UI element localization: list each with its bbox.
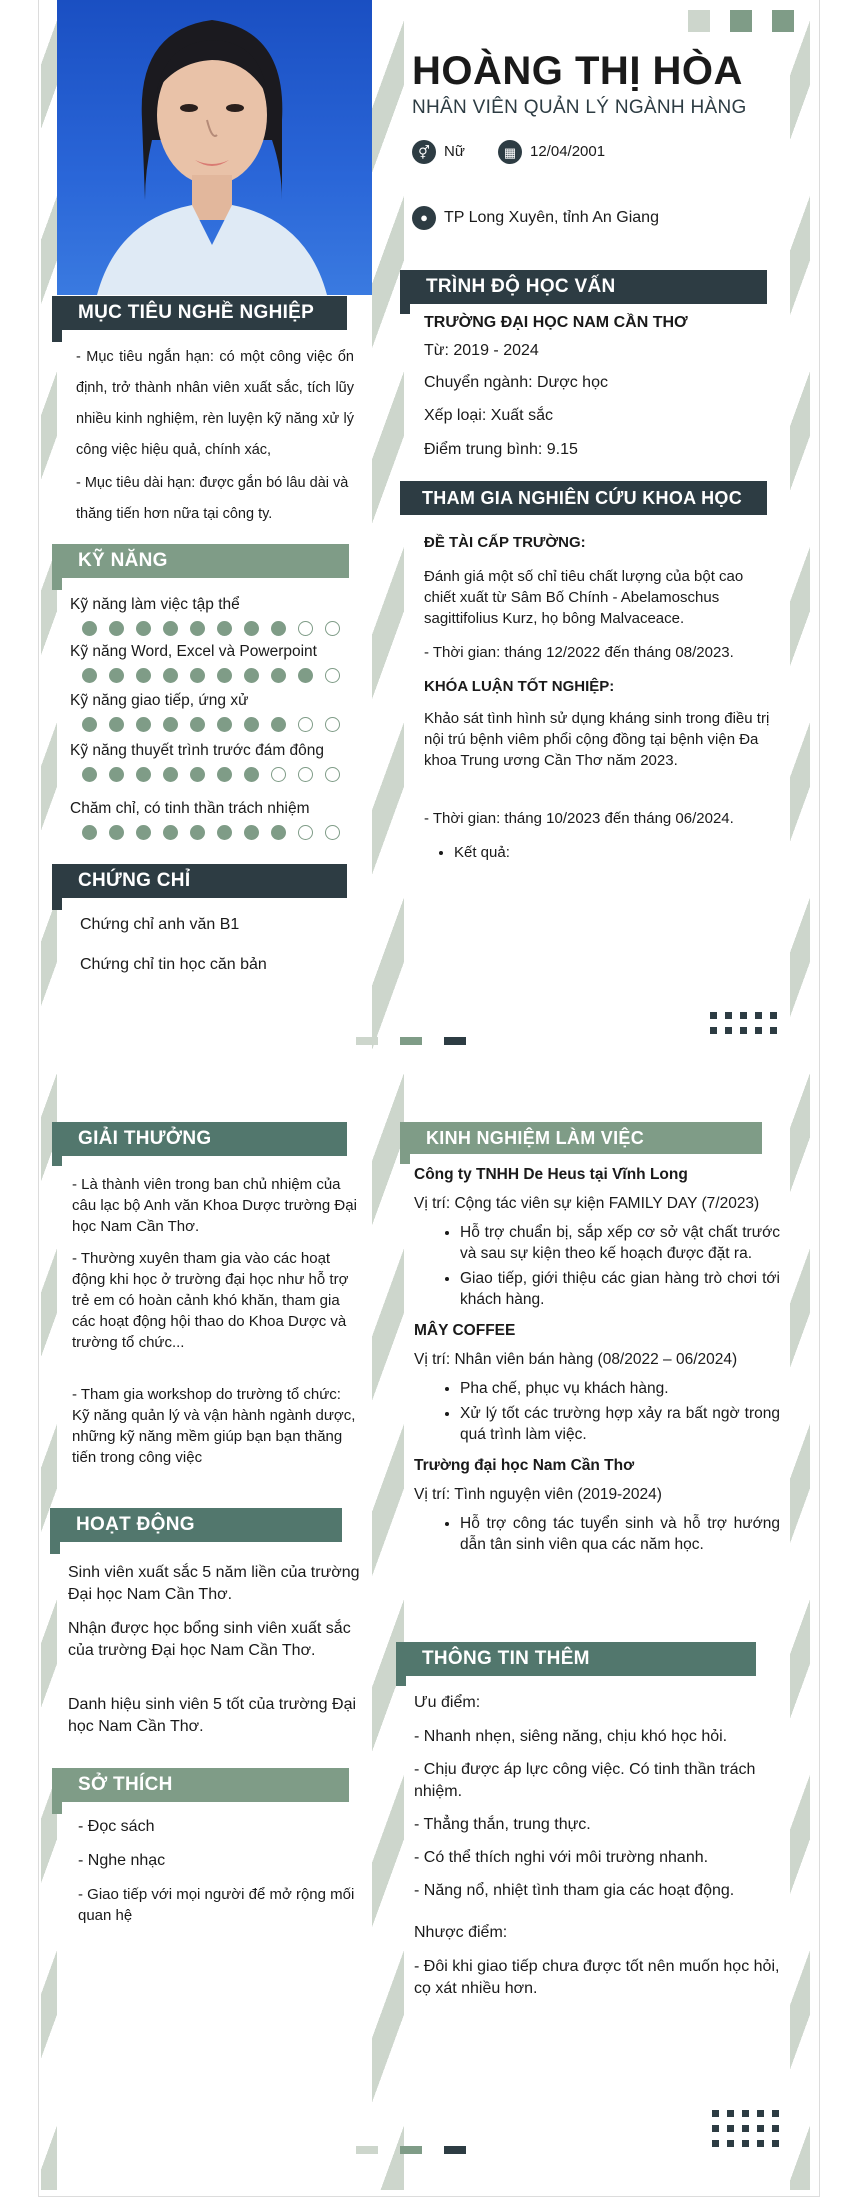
rating-dot-filled	[109, 717, 124, 732]
research-topic1-title: ĐỀ TÀI CẤP TRƯỜNG:	[424, 534, 586, 551]
activity-item: Nhận được học bổng sinh viên xuất sắc của trường Đại học Nam Cần Thơ.	[68, 1620, 351, 1659]
rating-dot-filled	[190, 825, 205, 840]
research-topic2-title: KHÓA LUẬN TỐT NGHIỆP:	[424, 678, 615, 695]
rating-dot-filled	[190, 668, 205, 683]
certificate-item: Chứng chỉ tin học căn bản	[80, 956, 267, 973]
rating-dot-filled	[82, 668, 97, 683]
research-topic1-desc: Đánh giá một số chỉ tiêu chất lượng của bột cao chiết xuất từ Sâm Bố Chính - Abelamoschus sagittifolius Kurz, họ bông Malvaceace.	[424, 568, 744, 627]
strength-item: - Thẳng thắn, trung thực.	[414, 1816, 591, 1833]
rating-dot-filled	[217, 717, 232, 732]
rating-dot-filled	[271, 717, 286, 732]
candidate-name: HOÀNG THỊ HÒA	[412, 49, 743, 93]
rating-dot-filled	[82, 767, 97, 782]
rating-dot-empty	[325, 621, 340, 636]
hobby-item: - Giao tiếp với mọi người để mở rộng mối quan hệ	[78, 1886, 355, 1924]
objective-header: MỤC TIÊU NGHỀ NGHIỆP	[52, 296, 347, 330]
rating-dot-empty	[271, 767, 286, 782]
hobbies-header: SỞ THÍCH	[52, 1768, 349, 1802]
skill-label: Kỹ năng thuyết trình trước đám đông	[70, 742, 325, 759]
extra-weakness: - Đôi khi giao tiếp chưa được tốt nên muốn học hỏi, cọ xát nhiều hơn.	[414, 1958, 780, 1997]
job-entry	[414, 1164, 780, 1310]
birthday-row	[498, 140, 605, 164]
activity-item: Danh hiệu sinh viên 5 tốt của trường Đại học Nam Cần Thơ.	[68, 1696, 357, 1735]
separator-bar-4	[356, 2146, 378, 2154]
job-company: Trường đại học Nam Cần Thơ	[414, 1457, 635, 1474]
rating-dot-empty	[325, 717, 340, 732]
research-result-item: • Kết quả:	[454, 842, 764, 863]
skill-rating	[82, 767, 340, 782]
awards-header: GIẢI THƯỞNG	[52, 1122, 347, 1156]
rating-dot-empty	[325, 767, 340, 782]
rating-dot-empty	[298, 717, 313, 732]
skill-label: Kỹ năng làm việc tập thể	[70, 596, 240, 613]
experience-list	[414, 1164, 780, 1565]
rating-dot-empty	[298, 825, 313, 840]
rating-dot-empty	[325, 825, 340, 840]
job-task: • Hỗ trợ chuẩn bị, sắp xếp cơ sở vật chất trước và sau sự kiện theo kế hoạch được đặt ra.	[460, 1222, 780, 1264]
rating-dot-filled	[109, 621, 124, 636]
skills-header: KỸ NĂNG	[52, 544, 349, 578]
rating-dot-filled	[136, 825, 151, 840]
objective-short-term: - Mục tiêu ngắn hạn: có một công việc ổn định, trở thành nhân viên xuất sắc, tích lũy nhiều kinh nghiệm, rèn luyện kỹ năng xử lý công việc hiệu quả, chính xác,	[76, 349, 354, 458]
rating-dot-filled	[163, 825, 178, 840]
rating-dot-filled	[82, 825, 97, 840]
rating-dot-filled	[244, 717, 259, 732]
calendar-icon: ▦	[498, 140, 522, 164]
skill-label: Chăm chỉ, có tinh thần trách nhiệm	[70, 800, 310, 817]
education-period: Từ: 2019 - 2024	[424, 342, 539, 359]
gender-value: Nữ	[444, 142, 465, 160]
rating-dot-filled	[163, 621, 178, 636]
job-task: • Hỗ trợ công tác tuyển sinh và hỗ trợ hướng dẫn tân sinh viên qua các năm học.	[460, 1513, 780, 1555]
skill-rating	[82, 825, 340, 840]
objective-long-term: - Mục tiêu dài hạn: được gắn bó lâu dài và thăng tiến hơn nữa tại công ty.	[76, 475, 349, 522]
rating-dot-filled	[244, 621, 259, 636]
rating-dot-filled	[271, 668, 286, 683]
rating-dot-filled	[271, 621, 286, 636]
profile-photo	[57, 0, 372, 295]
separator-bar-2	[400, 1037, 422, 1045]
skill-rating	[82, 621, 340, 636]
research-topic1-time: - Thời gian: tháng 12/2022 đến tháng 08/2023.	[424, 644, 734, 661]
rating-dot-filled	[217, 767, 232, 782]
strength-list	[414, 1726, 780, 1913]
skill-rating	[82, 717, 340, 732]
research-topic2-desc: Khảo sát tình hình sử dụng kháng sinh trong điều trị nội trú bệnh viêm phổi cộng đồng tại bệnh viện Đa khoa Trung ương Cần Thơ năm 2023.	[424, 710, 770, 769]
right-stripe	[790, 0, 810, 2190]
rating-dot-filled	[244, 668, 259, 683]
job-task: • Xử lý tốt các trường hợp xảy ra bất ngờ trong quá trình làm việc.	[460, 1403, 780, 1445]
rating-dot-filled	[217, 825, 232, 840]
skill-label: Kỹ năng giao tiếp, ứng xử	[70, 692, 249, 709]
research-result	[424, 842, 764, 867]
education-header: TRÌNH ĐỘ HỌC VẤN	[400, 270, 767, 304]
gender-row	[412, 140, 465, 164]
rating-dot-filled	[109, 767, 124, 782]
rating-dot-filled	[244, 825, 259, 840]
gender-icon: ⚥	[412, 140, 436, 164]
deco-square-3	[772, 10, 794, 32]
rating-dot-filled	[244, 767, 259, 782]
rating-dot-filled	[190, 717, 205, 732]
rating-dot-filled	[136, 717, 151, 732]
research-topic2-time: - Thời gian: tháng 10/2023 đến tháng 06/2024.	[424, 810, 734, 827]
rating-dot-filled	[163, 717, 178, 732]
candidate-position: NHÂN VIÊN QUẢN LÝ NGÀNH HÀNG	[412, 97, 747, 118]
birthday-value: 12/04/2001	[530, 142, 606, 160]
job-role: Vị trí: Cộng tác viên sự kiện FAMILY DAY (7/2023)	[414, 1195, 760, 1212]
certificate-item: Chứng chỉ anh văn B1	[80, 916, 240, 933]
job-tasks	[414, 1222, 780, 1310]
location-row	[412, 206, 659, 230]
extra-strengths-label: Ưu điểm:	[414, 1694, 481, 1711]
center-stripe	[372, 0, 404, 2190]
rating-dot-filled	[217, 621, 232, 636]
rating-dot-filled	[82, 621, 97, 636]
hobby-item: - Đọc sách	[78, 1818, 155, 1835]
rating-dot-filled	[136, 621, 151, 636]
job-task: • Pha chế, phục vụ khách hàng.	[460, 1378, 780, 1399]
rating-dot-empty	[298, 767, 313, 782]
strength-item: - Có thể thích nghi với môi trường nhanh.	[414, 1849, 709, 1866]
dot-grid-1	[710, 1012, 777, 1034]
job-role: Vị trí: Tình nguyện viên (2019-2024)	[414, 1486, 662, 1503]
education-school: TRƯỜNG ĐẠI HỌC NAM CẦN THƠ	[424, 314, 688, 331]
education-major: Chuyển ngành: Dược học	[424, 374, 608, 391]
certificates-header: CHỨNG CHỈ	[52, 864, 347, 898]
job-entry	[414, 1455, 780, 1555]
research-header: THAM GIA NGHIÊN CỨU KHOA HỌC	[400, 481, 767, 515]
job-task: • Giao tiếp, giới thiệu các gian hàng trò chơi tới khách hàng.	[460, 1268, 780, 1310]
rating-dot-filled	[298, 668, 313, 683]
rating-dot-filled	[109, 825, 124, 840]
rating-dot-filled	[190, 767, 205, 782]
separator-bar-3	[444, 1037, 466, 1045]
extra-header: THÔNG TIN THÊM	[396, 1642, 756, 1676]
separator-bar-5	[400, 2146, 422, 2154]
skill-label: Kỹ năng Word, Excel và Powerpoint	[70, 643, 317, 660]
rating-dot-filled	[271, 825, 286, 840]
dot-grid-2	[712, 2110, 779, 2147]
rating-dot-filled	[136, 767, 151, 782]
education-rank: Xếp loại: Xuất sắc	[424, 407, 553, 424]
rating-dot-filled	[190, 621, 205, 636]
rating-dot-empty	[325, 668, 340, 683]
award-item: - Tham gia workshop do trường tổ chức: Kỹ năng quản lý và vận hành ngành dược, những kỹ năng mềm giúp bạn bạn thăng tiến trong công việc	[72, 1386, 356, 1466]
job-company: Công ty TNHH De Heus tại Vĩnh Long	[414, 1166, 688, 1183]
award-item: - Thường xuyên tham gia vào các hoạt động khi học ở trường đại học như hỗ trợ trẻ em có hoàn cảnh khó khăn, tham gia các hoạt động hội thao do Khoa Dược và trường tổ chức...	[72, 1250, 349, 1351]
strength-item: - Nhanh nhẹn, siêng năng, chịu khó học hỏi.	[414, 1728, 728, 1745]
job-entry	[414, 1320, 780, 1445]
education-gpa: Điểm trung bình: 9.15	[424, 441, 578, 458]
job-company: MÂY COFFEE	[414, 1322, 516, 1339]
award-item: - Là thành viên trong ban chủ nhiệm của câu lạc bộ Anh văn Khoa Dược trường Đại học Nam Cần Thơ.	[72, 1176, 357, 1235]
rating-dot-filled	[136, 668, 151, 683]
rating-dot-filled	[82, 717, 97, 732]
job-role: Vị trí: Nhân viên bán hàng (08/2022 – 06/2024)	[414, 1351, 738, 1368]
strength-item: - Chịu được áp lực công việc. Có tinh thần trách nhiệm.	[414, 1761, 756, 1800]
rating-dot-filled	[163, 767, 178, 782]
separator-bar-1	[356, 1037, 378, 1045]
hobby-item: - Nghe nhạc	[78, 1852, 166, 1869]
job-tasks	[414, 1378, 780, 1445]
extra-weakness-label: Nhược điểm:	[414, 1924, 508, 1941]
separator-bar-6	[444, 2146, 466, 2154]
location-value: TP Long Xuyên, tỉnh An Giang	[444, 209, 659, 227]
experience-header: KINH NGHIỆM LÀM VIỆC	[400, 1122, 762, 1154]
rating-dot-filled	[217, 668, 232, 683]
map-pin-icon: ●	[412, 206, 436, 230]
rating-dot-filled	[163, 668, 178, 683]
activities-header: HOẠT ĐỘNG	[50, 1508, 342, 1542]
skill-rating	[82, 668, 340, 683]
deco-square-1	[688, 10, 710, 32]
activity-item: Sinh viên xuất sắc 5 năm liền của trường Đại học Nam Cần Thơ.	[68, 1564, 360, 1603]
strength-item: - Năng nổ, nhiệt tình tham gia các hoạt động.	[414, 1882, 735, 1899]
job-tasks	[414, 1513, 780, 1555]
deco-square-2	[730, 10, 752, 32]
rating-dot-filled	[109, 668, 124, 683]
rating-dot-empty	[298, 621, 313, 636]
